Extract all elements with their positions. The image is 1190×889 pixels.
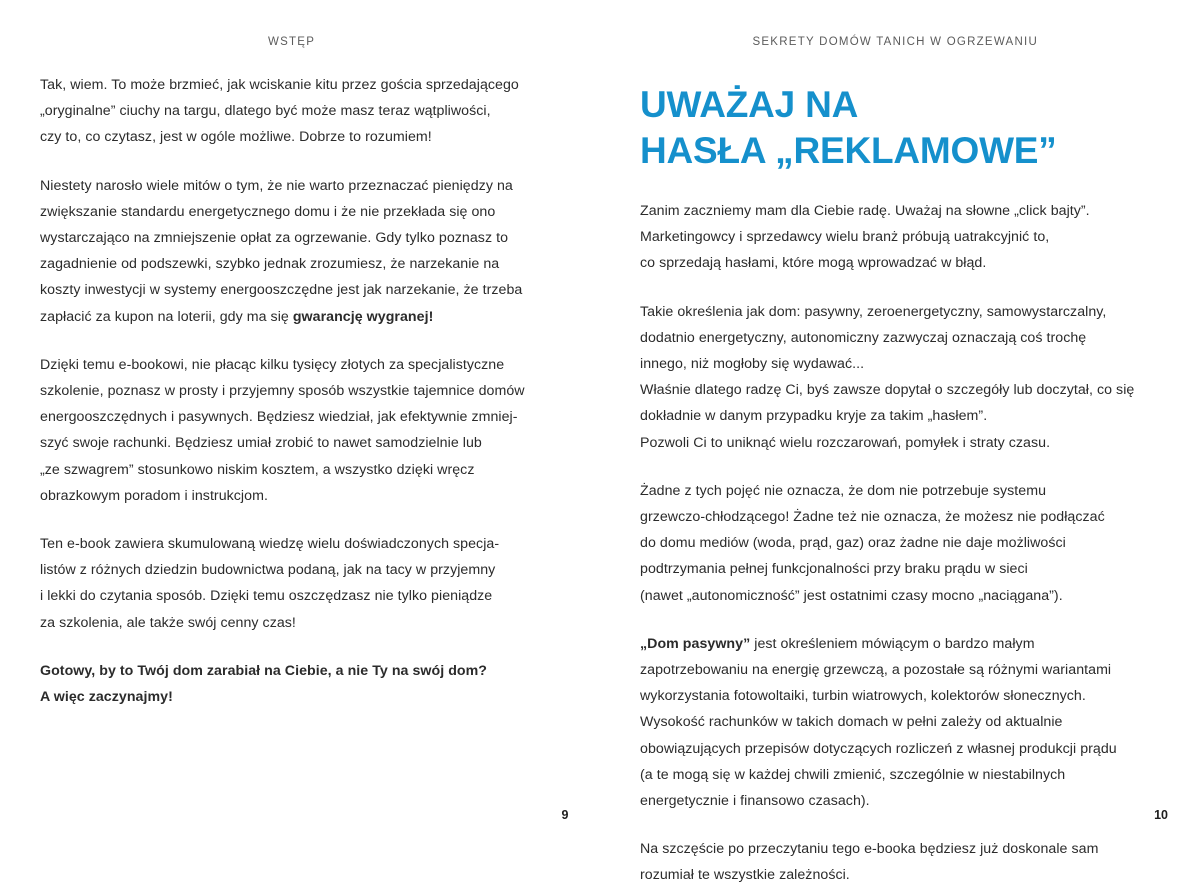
text-line: Zanim zaczniemy mam dla Ciebie radę. Uważaj na słowne „click bajty”. xyxy=(640,203,1090,219)
text-line: i lekki do czytania sposób. Dzięki temu oszczędzasz nie tylko pieniądze xyxy=(40,588,493,605)
paragraph-click-bait-advice xyxy=(640,198,1170,277)
paragraph-passive-house xyxy=(640,631,1170,814)
running-head-left: WSTĘP xyxy=(268,36,316,48)
chapter-title-line-1: UWAŻAJ NA xyxy=(640,84,859,125)
paragraph-no-concept-means xyxy=(640,478,1170,609)
emphasis-dom-pasywny: „Dom pasywny” xyxy=(640,635,751,652)
running-head-right: SEKRETY DOMÓW TANICH W OGRZEWANIU xyxy=(752,36,1038,48)
text-line: energetycznie i finansowo czasach). xyxy=(640,793,870,810)
emphasis-gwarancje-wygranej: gwarancję wygranej! xyxy=(292,308,434,325)
pages-container xyxy=(0,72,1190,884)
text-line: Gotowy, by to Twój dom zarabiał na Ciebie, a nie Ty na swój dom? xyxy=(40,662,488,679)
text-line: „oryginalne” ciuchy na targu, dlatego być może masz teraz wątpliwości, xyxy=(40,103,491,120)
text-line: wykorzystania fotowoltaiki, turbin wiatrowych, kolektorów słonecznych. xyxy=(640,688,1086,705)
text-line: dodatnio energetyczny, autonomiczny zazwyczaj oznaczają coś trochę xyxy=(640,329,1087,346)
text-line: zwiększanie standardu energetycznego domu i że nie przekłada się ono xyxy=(40,203,496,220)
paragraph-expert-knowledge xyxy=(40,531,552,636)
text-line: grzewczo-chłodzącego! Żadne też nie oznacza, że możesz nie podłączać xyxy=(640,509,1105,526)
chapter-title xyxy=(640,82,1170,174)
paragraph-intro xyxy=(40,72,552,151)
text-line: co sprzedają hasłami, które mogą wprowadzać w błąd. xyxy=(640,255,987,272)
text-line-with-emphasis xyxy=(40,304,552,330)
text-line: dokładnie w danym przypadku kryje za takim „hasłem”. xyxy=(640,408,988,425)
text-line: za szkolenia, ale także swój cenny czas! xyxy=(40,614,296,631)
page-number-right: 10 xyxy=(1154,808,1168,822)
paragraph-ebook-benefits xyxy=(40,352,552,509)
text-line: Tak, wiem. To może brzmieć, jak wciskanie kitu przez gościa sprzedającego xyxy=(40,77,519,93)
text-line: Na szczęście po przeczytaniu tego e-booka będziesz już doskonale sam xyxy=(640,841,1099,858)
text-line: Właśnie dlatego radzę Ci, byś zawsze dopytał o szczegóły lub doczytał, co się xyxy=(640,382,1135,399)
text-line: zapotrzebowaniu na energię grzewczą, a pozostałe są różnymi wariantami xyxy=(640,662,1112,679)
paragraph-terminology xyxy=(640,299,1170,456)
text-line: obrazkowym poradom i instrukcjom. xyxy=(40,487,268,504)
text-line: (a te mogą się w każdej chwili zmienić, szczególnie w niestabilnych xyxy=(640,766,1066,783)
text-line-with-emphasis xyxy=(640,631,1170,657)
text-line: listów z różnych dziedzin budownictwa podaną, jak na tacy w przyjemny xyxy=(40,562,496,579)
text-line: A więc zaczynajmy! xyxy=(40,689,173,706)
page-number-left: 9 xyxy=(561,808,569,822)
text-fragment: jest określeniem mówiącym o bardzo małym xyxy=(750,635,1035,652)
text-line: Takie określenia jak dom: pasywny, zeroenergetyczny, samowystarczalny, xyxy=(640,303,1107,320)
text-line: podtrzymania pełnej funkcjonalności przy braku prądu w sieci xyxy=(640,561,1028,578)
text-line: szkolenie, poznasz w prosty i przyjemny sposób wszystkie tajemnice domów xyxy=(40,383,525,400)
text-line: koszty inwestycji w systemy energooszczędne jest jak narzekanie, że trzeba xyxy=(40,282,523,299)
running-heads xyxy=(0,36,1190,54)
text-line: energooszczędnych i pasywnych. Będziesz wiedział, jak efektywnie zmniej- xyxy=(40,409,518,426)
text-fragment: zapłacić za kupon na loterii, gdy ma się xyxy=(40,308,293,325)
text-line: Niestety narosło wiele mitów o tym, że nie warto przeznaczać pieniędzy na xyxy=(40,177,513,194)
text-line: Dzięki temu e-bookowi, nie płacąc kilku tysięcy złotych za specjalistyczne xyxy=(40,356,505,373)
text-line: „ze szwagrem” stosunkowo niskim kosztem, a wszystko dzięki wręcz xyxy=(40,461,475,478)
text-line: innego, niż mogłoby się wydawać... xyxy=(640,356,865,373)
chapter-title-line-2: HASŁA „REKLAMOWE” xyxy=(640,130,1057,171)
title-spacer xyxy=(640,174,1170,198)
text-line: Żadne z tych pojęć nie oznacza, że dom nie potrzebuje systemu xyxy=(640,482,1047,499)
text-line: obowiązujących przepisów dotyczących rozliczeń z własnej produkcji prądu xyxy=(640,740,1117,757)
text-line: (nawet „autonomiczność” jest ostatnimi czasy mocno „naciągana”). xyxy=(640,587,1063,604)
paragraph-conclusion xyxy=(640,836,1170,888)
text-line: Ten e-book zawiera skumulowaną wiedzę wielu doświadczonych specja- xyxy=(40,536,500,553)
text-line: szyć swoje rachunki. Będziesz umiał zrobić to nawet samodzielnie lub xyxy=(40,435,482,452)
text-line: wystarczająco na zmniejszenie opłat za ogrzewanie. Gdy tylko poznasz to xyxy=(40,230,509,247)
text-line: zagadnienie od podszewki, szybko jednak zrozumiesz, że narzekanie na xyxy=(40,256,500,273)
text-line: Pozwoli Ci to uniknąć wielu rozczarowań, pomyłek i straty czasu. xyxy=(640,434,1051,451)
text-line: Marketingowcy i sprzedawcy wielu branż próbują uatrakcyjnić to, xyxy=(640,229,1050,246)
text-line: czy to, co czytasz, jest w ogóle możliwe. Dobrze to rozumiem! xyxy=(40,129,432,146)
paragraph-call-to-action xyxy=(40,658,552,710)
text-line: do domu mediów (woda, prąd, gaz) oraz żadne nie daje możliwości xyxy=(640,535,1066,552)
text-line: Wysokość rachunków w takich domach w pełni zależy od aktualnie xyxy=(640,714,1063,731)
page-left xyxy=(40,72,552,710)
page-right xyxy=(640,72,1170,889)
paragraph-myths xyxy=(40,173,552,330)
text-line: rozumiał te wszystkie zależności. xyxy=(640,867,850,884)
